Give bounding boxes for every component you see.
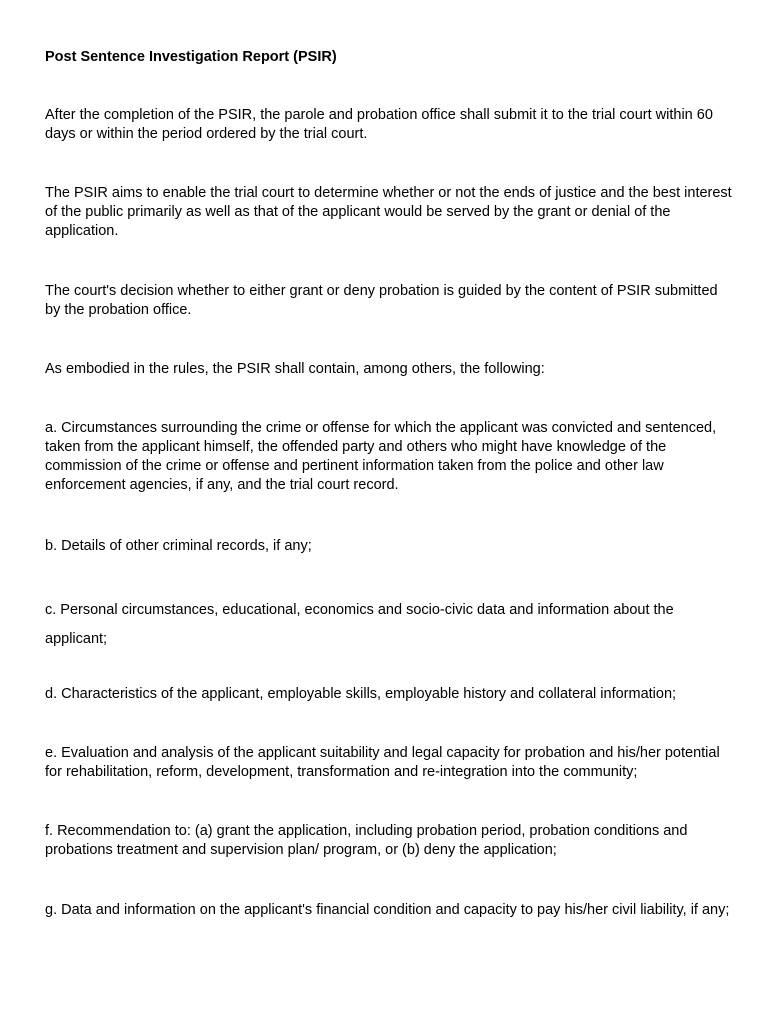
document-title: Post Sentence Investigation Report (PSIR)	[45, 49, 337, 65]
list-item-b: b. Details of other criminal records, if any;	[45, 538, 312, 554]
list-item-c: c. Personal circumstances, educational, economics and socio-civic data and information about the applicant;	[45, 602, 674, 647]
list-item-g: g. Data and information on the applicant's financial condition and capacity to pay his/her civil liability, if any;	[45, 902, 730, 918]
paragraph-court-decision: The court's decision whether to either grant or deny probation is guided by the content of PSIR submitted by the probation office.	[45, 283, 718, 318]
list-item-d: d. Characteristics of the applicant, employable skills, employable history and collateral information;	[45, 686, 677, 702]
list-item-e: e. Evaluation and analysis of the applicant suitability and legal capacity for probation and his/her potential for rehabilitation, reform, development, transformation and re-integration into the community;	[45, 745, 720, 780]
list-item-a: a. Circumstances surrounding the crime or offense for which the applicant was convicted and sentenced, taken from the applicant himself, the offended party and others who might have knowledge of the commission of the crime or offense and pertinent information taken from the police and other law enforcement agencies, if any, and the trial court record.	[45, 420, 717, 493]
paragraph-contents-intro: As embodied in the rules, the PSIR shall contain, among others, the following:	[45, 361, 545, 377]
list-item-f: f. Recommendation to: (a) grant the application, including probation period, probation conditions and probations treatment and supervision plan/ program, or (b) deny the application;	[45, 823, 688, 858]
paragraph-submission: After the completion of the PSIR, the parole and probation office shall submit it to the trial court within 60 days or within the period ordered by the trial court.	[45, 107, 713, 142]
paragraph-purpose: The PSIR aims to enable the trial court to determine whether or not the ends of justice and the best interest of the public primarily as well as that of the applicant would be served by the grant or denial of the application.	[45, 185, 732, 239]
